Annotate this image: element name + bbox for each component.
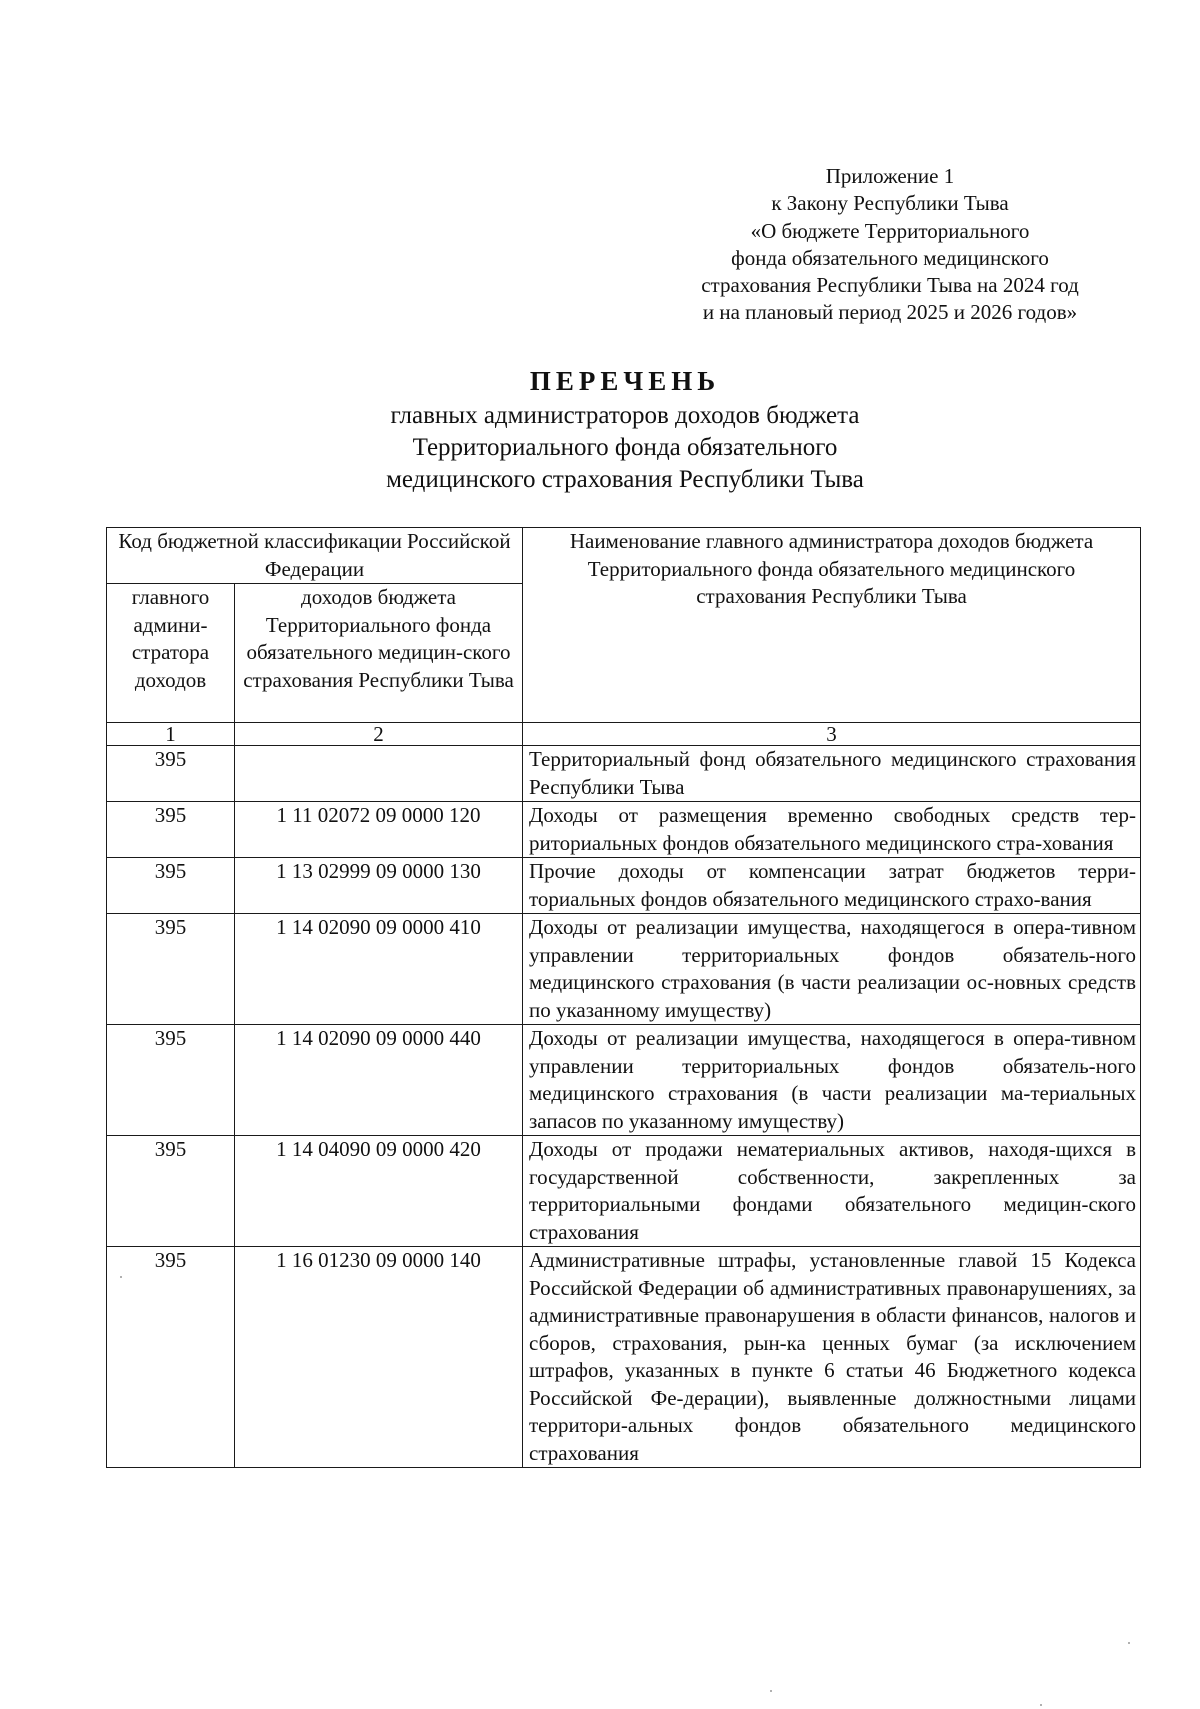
table-row — [107, 746, 1141, 802]
scan-speck — [1040, 1704, 1042, 1706]
annex-line: страхования Республики Тыва на 2024 год — [701, 273, 1079, 298]
revenue-code — [235, 746, 523, 802]
revenue-name: Доходы от продажи нематериальных активов, находя-щихся в государственной собственности, закрепленных за территориальными фондами обязательного медицин-ского страхования — [523, 1136, 1141, 1247]
administrators-table — [106, 527, 1141, 1468]
table-row — [107, 1136, 1141, 1247]
admin-code: 395 — [107, 1136, 235, 1247]
admin-code: 395 — [107, 746, 235, 802]
column-number-row — [107, 723, 1141, 746]
admin-code: 395 — [107, 914, 235, 1025]
admin-code: 395 — [107, 802, 235, 858]
header-administrator-name: Наименование главного администратора доходов бюджета Территориального фонда обязательного медицинского страхования Республики Тыва — [523, 528, 1141, 723]
subtitle-line: главных администраторов доходов бюджета — [390, 402, 860, 429]
table-row — [107, 1025, 1141, 1136]
table-row — [107, 914, 1141, 1025]
revenue-name: Доходы от реализации имущества, находящегося в опера-тивном управлении территориальных фондов обязатель-ного медицинского страхования (в части реализации ос-новных средств по указанному имуществу) — [523, 914, 1141, 1025]
scan-speck — [770, 1690, 772, 1692]
revenue-name: Доходы от размещения временно свободных средств тер-риториальных фондов обязательного медицинского стра-хования — [523, 802, 1141, 858]
header-code-group: Код бюджетной классификации Российской Федерации — [107, 528, 523, 584]
header-col-admin: главного админи-стратора доходов — [107, 584, 235, 723]
revenue-name: Доходы от реализации имущества, находящегося в опера-тивном управлении территориальных фондов обязатель-ного медицинского страхования (в части реализации ма-териальных запасов по указанному имуществу) — [523, 1025, 1141, 1136]
scan-speck — [1128, 1642, 1130, 1644]
annex-line: «О бюджете Территориального — [750, 218, 1030, 243]
column-number: 3 — [523, 723, 1141, 746]
annex-line: к Закону Республики Тыва — [771, 191, 1009, 216]
annex-line: фонда обязательного медицинского — [731, 245, 1049, 270]
admin-code: 395 — [107, 1025, 235, 1136]
annex-line: Приложение 1 — [825, 164, 955, 188]
admin-code: 395 — [107, 1247, 235, 1468]
annex-line: и на плановый период 2025 и 2026 годов» — [702, 300, 1078, 325]
table-row — [107, 802, 1141, 858]
document-title: ПЕРЕЧЕНЬ — [529, 366, 721, 396]
revenue-code: 1 14 02090 09 0000 440 — [235, 1025, 523, 1136]
table-header-row — [107, 528, 1141, 584]
revenue-name: Прочие доходы от компенсации затрат бюджетов терри-ториальных фондов обязательного медицинского страхо-вания — [523, 858, 1141, 914]
subtitle-line: медицинского страхования Республики Тыва — [386, 466, 864, 493]
revenue-name: Административные штрафы, установленные главой 15 Кодекса Российской Федерации об административных правонарушениях, за административные правонарушения в области финансов, налогов и сборов, страхования, рын-ка ценных бумаг (за исключением штрафов, указанных в пункте 6 статьи 46 Бюджетного кодекса Российской Фе-дерации), выявленные должностными лицами территори-альных фондов обязательного медицинского страхования — [523, 1247, 1141, 1468]
subtitle-line: Территориального фонда обязательного — [412, 434, 838, 461]
table-row — [107, 858, 1141, 914]
table-row — [107, 1247, 1141, 1468]
admin-code: 395 — [107, 858, 235, 914]
revenue-code: 1 14 04090 09 0000 420 — [235, 1136, 523, 1247]
revenue-code: 1 16 01230 09 0000 140 — [235, 1247, 523, 1468]
scan-speck — [120, 1276, 122, 1278]
column-number: 2 — [235, 723, 523, 746]
revenue-code: 1 13 02999 09 0000 130 — [235, 858, 523, 914]
header-col-revenue: доходов бюджета Территориального фонда обязательного медицин-ского страхования Республики Тыва — [235, 584, 523, 723]
revenue-code: 1 14 02090 09 0000 410 — [235, 914, 523, 1025]
revenue-code: 1 11 02072 09 0000 120 — [235, 802, 523, 858]
document-subtitle — [0, 400, 1200, 496]
revenue-name: Территориальный фонд обязательного медицинского страхования Республики Тыва — [523, 746, 1141, 802]
column-number: 1 — [107, 723, 235, 746]
annex-block — [600, 163, 1180, 327]
